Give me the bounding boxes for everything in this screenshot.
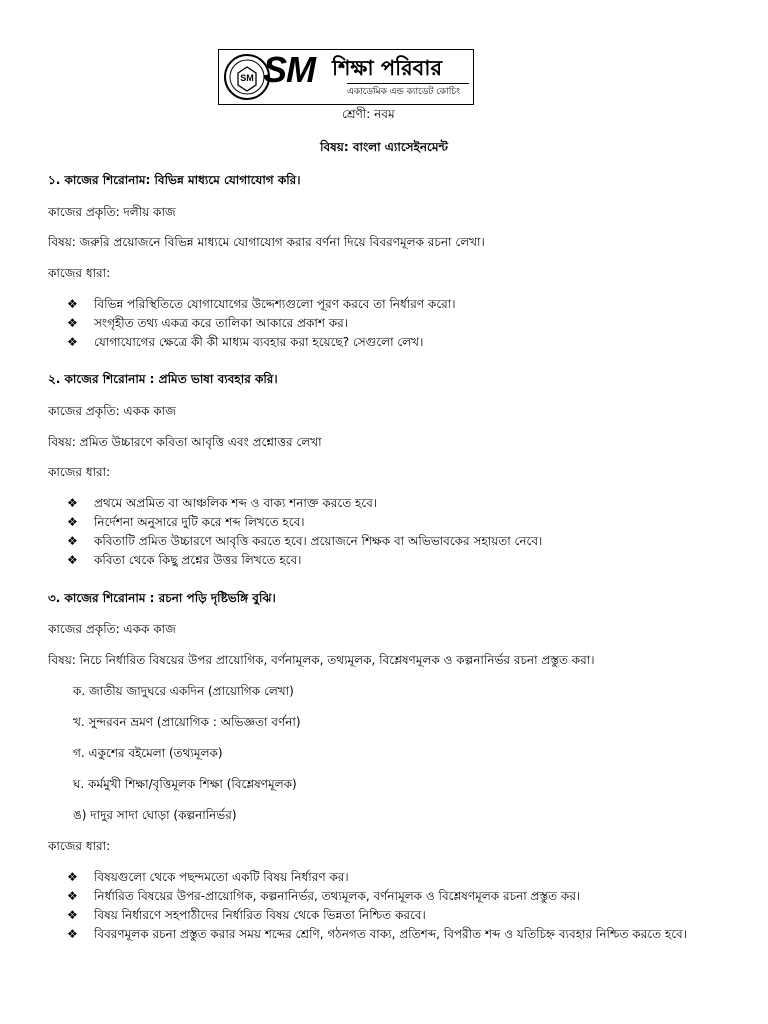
section-3-subject: বিষয়: নিচে নির্ধারিত বিষয়ের উপর প্রায়োগিক, বর্ণনামূলক, তথ্যমূলক, বিশ্লেষণমূলক ও কল্পনানির্ভর রচনা প্রস্তুত করা। <box>48 653 595 667</box>
diamond-bullet-icon: ❖ <box>67 908 78 922</box>
list-item: ❖ কবিতাটি প্রমিত উচ্চারণে আবৃত্তি করতে হবে। প্রয়োজনে শিক্ষক বা অভিভাবকের সহায়তা নেবে। <box>67 534 543 548</box>
diamond-bullet-icon: ❖ <box>67 496 78 510</box>
list-item: ❖ প্রথমে অপ্রমিত বা আঞ্চলিক শব্দ ও বাক্য শনাক্ত করতে হবে। <box>67 496 378 510</box>
subject-line: বিষয়: বাংলা এ্যাসেইনমেন্ট <box>320 140 448 154</box>
diamond-bullet-icon: ❖ <box>67 870 78 884</box>
list-item: ❖ বিষয়গুলো থেকে পছন্দমতো একটি বিষয় নির্ধারণ কর। <box>67 870 349 884</box>
logo-brand-mark: SM <box>263 49 315 90</box>
diamond-bullet-icon: ❖ <box>67 335 78 349</box>
logo-tagline: একাডেমিক এন্ড ক্যাডেট কোচিং <box>347 87 461 97</box>
seal-text: SM <box>240 73 254 83</box>
list-item: ❖ বিভিন্ন পরিস্থিতিতে যোগাযোগের উদ্দেশ্যগুলো পূরণ করবে তা নির্ধারণ করো। <box>67 297 456 311</box>
topic-item: গ. একুশের বইমেলা (তথ্যমূলক) <box>73 746 223 760</box>
topic-item: ক. জাতীয় জাদুঘরে একদিন (প্রায়োগিক লেখা) <box>73 684 294 698</box>
diamond-bullet-icon: ❖ <box>67 316 78 330</box>
section-1-title: ১. কাজের শিরোনাম: বিভিন্ন মাধ্যমে যোগাযোগ করি। <box>48 173 301 187</box>
diamond-bullet-icon: ❖ <box>67 297 78 311</box>
section-1-subject: বিষয়: জরুরি প্রয়োজনে বিভিন্ন মাধ্যমে যোগাযোগ করার বর্ণনা দিয়ে বিবরণমূলক রচনা লেখা। <box>48 235 485 249</box>
section-2-title: ২. কাজের শিরোনাম : প্রমিত ভাষা ব্যবহার করি। <box>48 372 278 386</box>
section-2-nature: কাজের প্রকৃতি: একক কাজ <box>48 404 176 418</box>
list-item: ❖ সংগৃহীত তথ্য একত্র করে তালিকা আকারে প্রকাশ কর। <box>67 316 349 330</box>
topic-item: ঘ. কর্মমুখী শিক্ষা/বৃত্তিমূলক শিক্ষা (বিশ্লেষণমূলক) <box>73 777 297 791</box>
section-1-process-label: কাজের ধারা: <box>48 266 111 280</box>
diamond-bullet-icon: ❖ <box>67 534 78 548</box>
section-2-process-label: কাজের ধারা: <box>48 465 111 479</box>
diamond-bullet-icon: ❖ <box>67 927 78 941</box>
list-item: ❖ বিষয় নির্ধারণে সহপাঠীদের নির্ধারিত বিষয় থেকে ভিন্নতা নিশ্চিত করবে। <box>67 908 426 922</box>
section-3-nature: কাজের প্রকৃতি: একক কাজ <box>48 622 176 636</box>
list-item: ❖ যোগাযোগের ক্ষেত্রে কী কী মাধ্যম ব্যবহার করা হয়েছে? সেগুলো লেখ। <box>67 335 424 349</box>
topic-item: ঙ) দাদুর সাদা ঘোড়া (কল্পনানির্ভর) <box>73 808 237 822</box>
diamond-bullet-icon: ❖ <box>67 889 78 903</box>
logo-name: শিক্ষা পরিবার <box>332 56 442 80</box>
brand-logo <box>218 49 474 105</box>
logo-divider <box>347 83 469 84</box>
topic-item: খ. সুন্দরবন ভ্রমণ (প্রায়োগিক : অভিজ্ঞতা বর্ণনা) <box>73 715 301 729</box>
section-3-title: ৩. কাজের শিরোনাম : রচনা পড়ি দৃষ্টিভঙ্গি বুঝি। <box>48 591 276 605</box>
list-item: ❖ বিবরণমূলক রচনা প্রস্তুত করার সময় শব্দের শ্রেণি, গঠনগত বাক্য, প্রতিশব্দ, বিপরীত শব্দ ও যতিচিহ্ন ব্যবহার নিশ্চিত করতে হবে। <box>67 927 688 941</box>
section-1-nature: কাজের প্রকৃতি: দলীয় কাজ <box>48 205 176 219</box>
diamond-bullet-icon: ❖ <box>67 515 78 529</box>
class-line: শ্রেণী: নবম <box>342 107 395 121</box>
list-item: ❖ কবিতা থেকে কিছু প্রশ্নের উত্তর লিখতে হবে। <box>67 553 302 567</box>
section-3-process-label: কাজের ধারা: <box>48 839 111 853</box>
section-2-subject: বিষয়: প্রমিত উচ্চারণে কবিতা আবৃত্তি এবং প্রশ্নোত্তর লেখা <box>48 435 322 449</box>
list-item: ❖ নির্ধারিত বিষয়ের উপর-প্রায়োগিক, কল্পনানির্ভর, তথ্যমূলক, বর্ণনামূলক ও বিশ্লেষণমূলক রচনা প্রস্তুত কর। <box>67 889 581 903</box>
diamond-bullet-icon: ❖ <box>67 553 78 567</box>
list-item: ❖ নির্দেশনা অনুসারে দুটি করে শব্দ লিখতে হবে। <box>67 515 305 529</box>
